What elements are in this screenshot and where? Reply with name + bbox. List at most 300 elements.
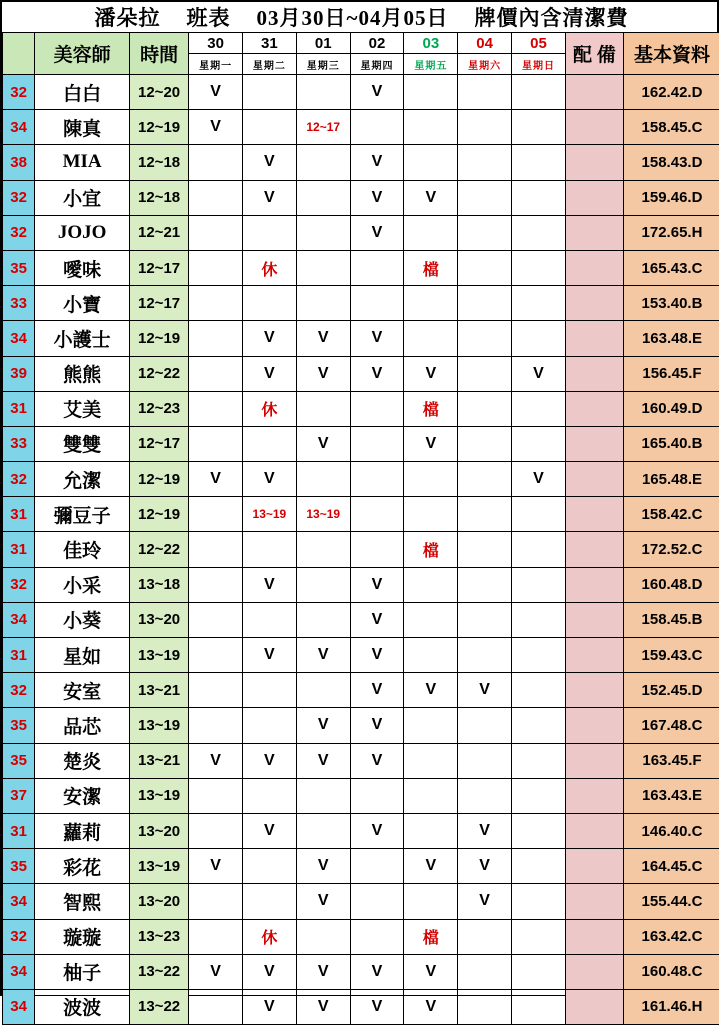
shift-cell[interactable]: V	[350, 215, 404, 250]
shift-cell[interactable]: V	[242, 567, 296, 602]
shift-cell[interactable]	[512, 321, 566, 356]
shift-cell[interactable]: V	[350, 743, 404, 778]
table-row	[3, 321, 719, 356]
shift-cell[interactable]: V	[350, 954, 404, 989]
header-day-number-30: 30	[189, 33, 243, 54]
shift-cell[interactable]: 檔	[404, 532, 458, 567]
table-row	[3, 215, 719, 250]
shift-cell[interactable]	[296, 778, 350, 813]
shift-cell[interactable]: V	[242, 145, 296, 180]
shift-cell[interactable]	[458, 215, 512, 250]
shift-cell[interactable]	[458, 110, 512, 145]
shift-cell[interactable]	[458, 356, 512, 391]
basic-info-cell: 162.42.D	[623, 75, 719, 110]
stylist-rank: 32	[3, 462, 35, 497]
header-note: 配 備	[565, 33, 623, 75]
stylist-rank: 32	[3, 75, 35, 110]
shift-cell[interactable]: V	[350, 180, 404, 215]
shift-cell[interactable]: V	[296, 321, 350, 356]
shift-cell[interactable]	[242, 778, 296, 813]
shift-cell[interactable]: V	[296, 638, 350, 673]
shift-cell[interactable]	[512, 180, 566, 215]
stylist-name: 蘿莉	[35, 813, 130, 848]
stylist-rank: 31	[3, 497, 35, 532]
shift-cell[interactable]	[189, 673, 243, 708]
shift-cell[interactable]	[458, 250, 512, 285]
equipment-cell[interactable]	[565, 426, 623, 461]
shift-cell[interactable]: V	[458, 813, 512, 848]
shift-cell[interactable]	[404, 215, 458, 250]
equipment-cell[interactable]	[565, 743, 623, 778]
shift-cell[interactable]: V	[350, 567, 404, 602]
table-row	[3, 180, 719, 215]
shift-cell[interactable]	[512, 215, 566, 250]
equipment-cell[interactable]	[565, 145, 623, 180]
header-weekday-04: 星期六	[458, 54, 512, 75]
shift-cell[interactable]	[458, 567, 512, 602]
stylist-time: 12~18	[129, 180, 188, 215]
shift-cell[interactable]	[189, 145, 243, 180]
shift-cell[interactable]: 13~19	[296, 497, 350, 532]
stylist-rank: 31	[3, 391, 35, 426]
shift-cell[interactable]: V	[350, 989, 404, 1024]
shift-cell[interactable]	[512, 497, 566, 532]
shift-cell[interactable]	[512, 849, 566, 884]
header-day-number-04: 04	[458, 33, 512, 54]
shift-cell[interactable]	[512, 708, 566, 743]
equipment-cell[interactable]	[565, 497, 623, 532]
shift-cell[interactable]: V	[458, 673, 512, 708]
shift-cell[interactable]: V	[296, 426, 350, 461]
basic-info-cell: 163.48.E	[623, 321, 719, 356]
shift-cell[interactable]: V	[242, 638, 296, 673]
shift-cell[interactable]	[242, 708, 296, 743]
shift-cell[interactable]: V	[189, 849, 243, 884]
shift-cell[interactable]	[404, 145, 458, 180]
shift-cell[interactable]	[350, 462, 404, 497]
stylist-name: 陳真	[35, 110, 130, 145]
shift-cell[interactable]	[458, 602, 512, 637]
shift-cell[interactable]	[296, 180, 350, 215]
shift-cell[interactable]: V	[512, 462, 566, 497]
shift-cell[interactable]	[512, 567, 566, 602]
equipment-cell[interactable]	[565, 638, 623, 673]
shift-cell[interactable]	[189, 989, 243, 1024]
shift-cell[interactable]	[189, 286, 243, 321]
shift-cell[interactable]	[404, 638, 458, 673]
stylist-time: 13~21	[129, 743, 188, 778]
basic-info-cell: 160.48.C	[623, 954, 719, 989]
shift-cell[interactable]	[296, 391, 350, 426]
stylist-name: 彩花	[35, 849, 130, 884]
shift-cell[interactable]: V	[350, 673, 404, 708]
shift-cell[interactable]: V	[512, 356, 566, 391]
shift-cell[interactable]: V	[350, 321, 404, 356]
shift-cell[interactable]	[512, 110, 566, 145]
title-note: 牌價內含清潔費	[474, 2, 628, 32]
shift-cell[interactable]	[458, 989, 512, 1024]
shift-cell[interactable]: 休	[242, 391, 296, 426]
stylist-name: 噯味	[35, 250, 130, 285]
shift-cell[interactable]	[512, 286, 566, 321]
shift-cell[interactable]	[189, 215, 243, 250]
shift-cell[interactable]: V	[296, 356, 350, 391]
basic-info-cell: 163.43.E	[623, 778, 719, 813]
shift-cell[interactable]	[189, 532, 243, 567]
shift-cell[interactable]: V	[242, 813, 296, 848]
shift-cell[interactable]	[189, 567, 243, 602]
basic-info-cell: 156.45.F	[623, 356, 719, 391]
stylist-time: 12~17	[129, 286, 188, 321]
shift-cell[interactable]	[189, 638, 243, 673]
shift-cell[interactable]	[189, 426, 243, 461]
shift-cell[interactable]: V	[242, 356, 296, 391]
shift-cell[interactable]: V	[350, 602, 404, 637]
shift-cell[interactable]	[189, 919, 243, 954]
shift-cell[interactable]: V	[242, 462, 296, 497]
shift-cell[interactable]	[404, 884, 458, 919]
equipment-cell[interactable]	[565, 391, 623, 426]
shift-cell[interactable]	[512, 673, 566, 708]
shift-cell[interactable]	[296, 215, 350, 250]
shift-cell[interactable]	[242, 673, 296, 708]
stylist-name: 智熙	[35, 884, 130, 919]
shift-cell[interactable]	[404, 813, 458, 848]
table-row	[3, 356, 719, 391]
stylist-rank: 33	[3, 426, 35, 461]
shift-cell[interactable]	[189, 708, 243, 743]
equipment-cell[interactable]	[565, 884, 623, 919]
stylist-rank: 37	[3, 778, 35, 813]
equipment-cell[interactable]	[565, 602, 623, 637]
basic-info-cell: 153.40.B	[623, 286, 719, 321]
basic-info-cell: 146.40.C	[623, 813, 719, 848]
shift-cell[interactable]	[512, 919, 566, 954]
shift-cell[interactable]: V	[404, 180, 458, 215]
table-row	[3, 919, 719, 954]
equipment-cell[interactable]	[565, 215, 623, 250]
equipment-cell[interactable]	[565, 75, 623, 110]
shift-cell[interactable]	[189, 391, 243, 426]
header-day-number-01: 01	[296, 33, 350, 54]
shift-cell[interactable]: V	[350, 145, 404, 180]
shift-cell[interactable]	[296, 532, 350, 567]
shift-cell[interactable]	[189, 497, 243, 532]
shift-cell[interactable]	[350, 849, 404, 884]
shift-cell[interactable]	[512, 602, 566, 637]
shift-cell[interactable]	[404, 321, 458, 356]
stylist-name: 允潔	[35, 462, 130, 497]
shift-cell[interactable]: V	[189, 462, 243, 497]
shift-cell[interactable]	[512, 954, 566, 989]
shift-cell[interactable]	[512, 391, 566, 426]
stylist-time: 13~19	[129, 849, 188, 884]
table-row	[3, 708, 719, 743]
shift-cell[interactable]	[458, 743, 512, 778]
equipment-cell[interactable]	[565, 919, 623, 954]
shift-cell[interactable]	[458, 75, 512, 110]
shift-cell[interactable]	[350, 497, 404, 532]
shift-cell[interactable]	[350, 919, 404, 954]
shift-cell[interactable]	[350, 286, 404, 321]
equipment-cell[interactable]	[565, 110, 623, 145]
basic-info-cell: 161.46.H	[623, 989, 719, 1024]
equipment-cell[interactable]	[565, 708, 623, 743]
shift-cell[interactable]: 休	[242, 250, 296, 285]
shift-cell[interactable]	[189, 813, 243, 848]
shift-cell[interactable]: V	[458, 884, 512, 919]
shift-cell[interactable]	[458, 532, 512, 567]
stylist-rank: 32	[3, 180, 35, 215]
schedule-table	[2, 2, 719, 1025]
shift-cell[interactable]: 檔	[404, 919, 458, 954]
shift-cell[interactable]: V	[404, 989, 458, 1024]
shift-cell[interactable]	[458, 426, 512, 461]
shift-cell[interactable]	[512, 778, 566, 813]
table-row	[3, 532, 719, 567]
header-weekday-05: 星期日	[512, 54, 566, 75]
shift-cell[interactable]	[296, 250, 350, 285]
shift-cell[interactable]: V	[404, 426, 458, 461]
equipment-cell[interactable]	[565, 532, 623, 567]
equipment-cell[interactable]	[565, 989, 623, 1024]
shift-cell[interactable]	[404, 567, 458, 602]
stylist-time: 12~17	[129, 250, 188, 285]
shift-cell[interactable]	[512, 884, 566, 919]
stylist-time: 13~22	[129, 989, 188, 1024]
shift-cell[interactable]	[242, 215, 296, 250]
shift-cell[interactable]	[458, 462, 512, 497]
shift-cell[interactable]	[296, 145, 350, 180]
stylist-name: 雙雙	[35, 426, 130, 461]
equipment-cell[interactable]	[565, 778, 623, 813]
stylist-time: 12~19	[129, 110, 188, 145]
shift-cell[interactable]	[189, 356, 243, 391]
shift-cell[interactable]	[296, 567, 350, 602]
shift-cell[interactable]	[296, 462, 350, 497]
shift-cell[interactable]: 13~19	[242, 497, 296, 532]
shift-cell[interactable]	[242, 884, 296, 919]
shift-cell[interactable]	[404, 110, 458, 145]
stylist-name: 彌豆子	[35, 497, 130, 532]
shift-cell[interactable]: V	[242, 954, 296, 989]
shift-cell[interactable]	[458, 778, 512, 813]
stylist-time: 13~23	[129, 919, 188, 954]
stylist-time: 13~20	[129, 602, 188, 637]
shift-cell[interactable]	[404, 602, 458, 637]
shift-cell[interactable]	[404, 75, 458, 110]
shift-cell[interactable]	[350, 778, 404, 813]
shift-cell[interactable]	[404, 286, 458, 321]
shift-cell[interactable]	[350, 110, 404, 145]
shift-cell[interactable]: V	[296, 954, 350, 989]
shift-cell[interactable]	[242, 426, 296, 461]
shift-cell[interactable]: V	[296, 849, 350, 884]
header-stylist: 美容師	[35, 33, 130, 75]
stylist-name: 小護士	[35, 321, 130, 356]
stylist-time: 13~19	[129, 638, 188, 673]
basic-info-cell: 172.52.C	[623, 532, 719, 567]
shift-cell[interactable]	[404, 462, 458, 497]
stylist-name: 安潔	[35, 778, 130, 813]
shift-cell[interactable]: V	[458, 849, 512, 884]
shift-cell[interactable]	[350, 426, 404, 461]
equipment-cell[interactable]	[565, 462, 623, 497]
shift-cell[interactable]	[189, 602, 243, 637]
shift-cell[interactable]	[242, 286, 296, 321]
stylist-name: 白白	[35, 75, 130, 110]
stylist-time: 12~18	[129, 145, 188, 180]
shift-cell[interactable]	[458, 919, 512, 954]
shift-cell[interactable]: V	[242, 321, 296, 356]
stylist-time: 12~20	[129, 75, 188, 110]
shift-cell[interactable]: V	[242, 180, 296, 215]
table-row	[3, 110, 719, 145]
stylist-rank: 33	[3, 286, 35, 321]
shift-cell[interactable]	[404, 778, 458, 813]
table-row	[3, 391, 719, 426]
shift-cell[interactable]	[404, 497, 458, 532]
shift-cell[interactable]	[296, 286, 350, 321]
shift-cell[interactable]	[350, 884, 404, 919]
shift-cell[interactable]	[242, 532, 296, 567]
shift-cell[interactable]: V	[296, 743, 350, 778]
shift-cell[interactable]: V	[350, 75, 404, 110]
stylist-name: 楚炎	[35, 743, 130, 778]
shift-cell[interactable]	[242, 602, 296, 637]
shift-cell[interactable]: 檔	[404, 250, 458, 285]
header-day-number-03: 03	[404, 33, 458, 54]
equipment-cell[interactable]	[565, 673, 623, 708]
shift-cell[interactable]: V	[189, 743, 243, 778]
shift-cell[interactable]: 休	[242, 919, 296, 954]
shift-cell[interactable]	[458, 708, 512, 743]
table-row	[3, 426, 719, 461]
shift-cell[interactable]	[404, 743, 458, 778]
stylist-name: 熊熊	[35, 356, 130, 391]
shift-cell[interactable]	[350, 250, 404, 285]
shift-cell[interactable]	[296, 75, 350, 110]
shift-cell[interactable]: V	[189, 110, 243, 145]
shift-cell[interactable]: V	[404, 673, 458, 708]
shift-cell[interactable]: V	[296, 989, 350, 1024]
shift-cell[interactable]	[458, 954, 512, 989]
shift-cell[interactable]: V	[296, 708, 350, 743]
equipment-cell[interactable]	[565, 954, 623, 989]
shift-cell[interactable]: V	[350, 813, 404, 848]
shift-cell[interactable]: V	[242, 743, 296, 778]
equipment-cell[interactable]	[565, 250, 623, 285]
equipment-cell[interactable]	[565, 567, 623, 602]
stylist-rank: 31	[3, 813, 35, 848]
shift-cell[interactable]	[350, 391, 404, 426]
stylist-name: 柚子	[35, 954, 130, 989]
shift-cell[interactable]	[458, 145, 512, 180]
header-day-number-05: 05	[512, 33, 566, 54]
shift-cell[interactable]	[350, 532, 404, 567]
table-row	[3, 849, 719, 884]
equipment-cell[interactable]	[565, 813, 623, 848]
basic-info-cell: 158.42.C	[623, 497, 719, 532]
stylist-rank: 32	[3, 919, 35, 954]
table-row	[3, 602, 719, 637]
shift-cell[interactable]	[512, 75, 566, 110]
shift-cell[interactable]	[512, 145, 566, 180]
equipment-cell[interactable]	[565, 180, 623, 215]
stylist-rank: 34	[3, 110, 35, 145]
header-weekday-02: 星期四	[350, 54, 404, 75]
shift-cell[interactable]	[189, 778, 243, 813]
shift-cell[interactable]	[404, 708, 458, 743]
equipment-cell[interactable]	[565, 849, 623, 884]
equipment-cell[interactable]	[565, 286, 623, 321]
title-shop: 潘朵拉	[95, 2, 161, 32]
shift-cell[interactable]: 檔	[404, 391, 458, 426]
shift-cell[interactable]: V	[189, 954, 243, 989]
shift-cell[interactable]	[458, 180, 512, 215]
shift-cell[interactable]	[512, 532, 566, 567]
shift-cell[interactable]: V	[350, 356, 404, 391]
shift-cell[interactable]: V	[350, 708, 404, 743]
stylist-time: 12~23	[129, 391, 188, 426]
header-weekday-03: 星期五	[404, 54, 458, 75]
equipment-cell[interactable]	[565, 321, 623, 356]
stylist-name: 璇璇	[35, 919, 130, 954]
shift-cell[interactable]	[512, 743, 566, 778]
shift-cell[interactable]: V	[296, 884, 350, 919]
shift-cell[interactable]	[512, 813, 566, 848]
shift-cell[interactable]: V	[404, 954, 458, 989]
basic-info-cell: 160.48.D	[623, 567, 719, 602]
shift-cell[interactable]	[458, 321, 512, 356]
shift-cell[interactable]	[242, 110, 296, 145]
shift-cell[interactable]	[458, 638, 512, 673]
shift-cell[interactable]	[458, 286, 512, 321]
shift-cell[interactable]	[189, 321, 243, 356]
shift-cell[interactable]	[512, 989, 566, 1024]
basic-info-cell: 159.46.D	[623, 180, 719, 215]
shift-cell[interactable]	[296, 919, 350, 954]
stylist-name: MIA	[35, 145, 130, 180]
stylist-rank: 35	[3, 250, 35, 285]
shift-cell[interactable]	[458, 391, 512, 426]
equipment-cell[interactable]	[565, 356, 623, 391]
shift-cell[interactable]: V	[242, 989, 296, 1024]
shift-cell[interactable]	[458, 497, 512, 532]
table-row	[3, 462, 719, 497]
shift-cell[interactable]: V	[404, 849, 458, 884]
shift-cell[interactable]: V	[189, 75, 243, 110]
shift-cell[interactable]: V	[350, 638, 404, 673]
shift-cell[interactable]	[242, 75, 296, 110]
shift-cell[interactable]	[512, 426, 566, 461]
stylist-rank: 31	[3, 638, 35, 673]
shift-cell[interactable]	[296, 813, 350, 848]
shift-cell[interactable]	[242, 849, 296, 884]
shift-cell[interactable]	[512, 638, 566, 673]
shift-cell[interactable]	[296, 602, 350, 637]
shift-cell[interactable]: V	[404, 356, 458, 391]
shift-cell[interactable]	[296, 673, 350, 708]
stylist-rank: 34	[3, 989, 35, 1024]
shift-cell[interactable]	[189, 884, 243, 919]
shift-cell[interactable]	[189, 250, 243, 285]
basic-info-cell: 163.42.C	[623, 919, 719, 954]
stylist-time: 12~22	[129, 532, 188, 567]
shift-cell[interactable]	[512, 250, 566, 285]
shift-cell[interactable]	[189, 180, 243, 215]
shift-cell[interactable]: 12~17	[296, 110, 350, 145]
